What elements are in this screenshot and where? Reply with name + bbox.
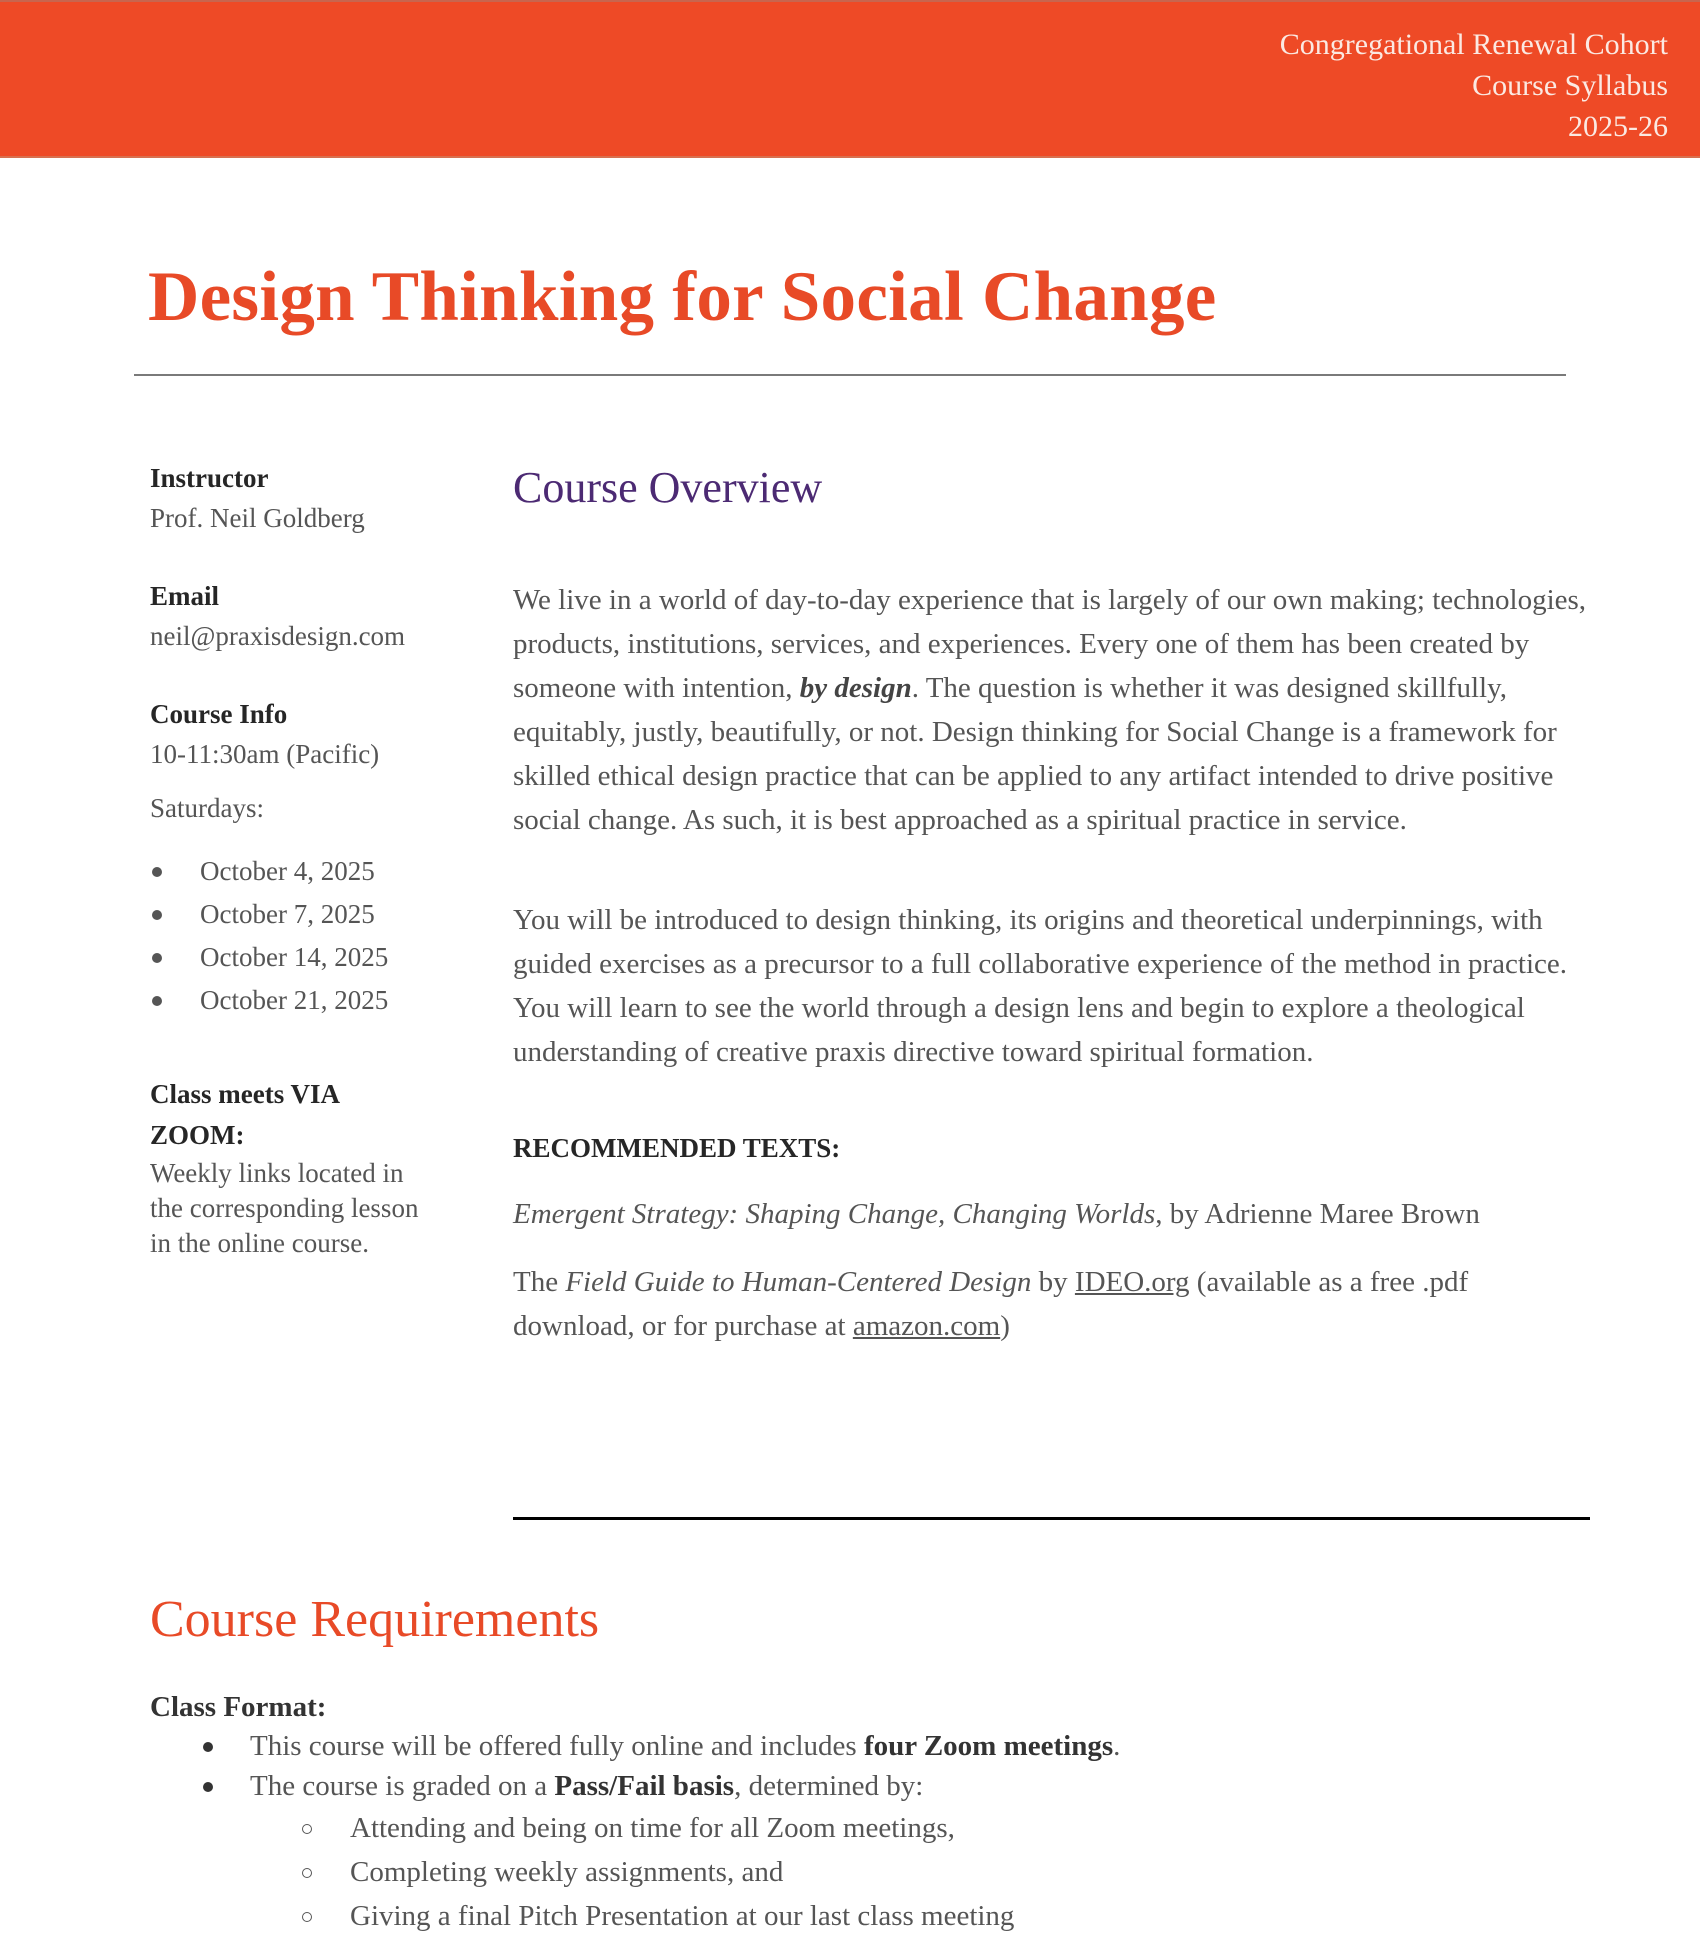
instructor-label: Instructor [150,463,269,493]
text-mid: (available as a free .pdf download, or for purchase at [513,1266,1469,1342]
requirements-section [150,1688,1600,1938]
recommended-text-2 [513,1260,1593,1348]
session-date [150,979,470,1022]
criterion-text: Completing weekly assignments, and [350,1856,784,1888]
ideo-link[interactable]: IDEO.org [1074,1266,1190,1298]
requirements-list [150,1726,1600,1938]
bullet-icon [203,1742,213,1752]
days-label: Saturdays: [150,793,264,823]
course-info-label: Course Info [150,699,288,729]
requirement-item [150,1726,1600,1766]
para1-text-start: We live in a world of day-to-day experience that is largely of our own making; technologies, products, institutions, services, and experiences. Every one of them has been created by someone with intention, [513,584,1587,704]
grading-criterion [150,1850,1600,1894]
session-date [150,893,470,936]
date-text: October 21, 2025 [200,985,389,1015]
email-block [150,576,470,656]
criterion-text: Giving a final Pitch Presentation at our last class meeting [350,1900,1015,1932]
para1-text-end: . The question is whether it was designed skillfully, equitably, justly, beautifully, or not. Design thinking for Social Change is a framework for skilled ethical design practice that can be applied to any artifact intended to drive positive social change. As such, it is best approached as a spiritual practice in service. [513,672,1557,836]
zoom-label-line1: Class meets VIA [150,1079,340,1109]
requirement-item [150,1766,1600,1938]
criterion-text: Attending and being on time for all Zoom meetings, [350,1812,955,1844]
course-overview-section [513,458,1593,1348]
academic-year: 2025-26 [1568,110,1668,143]
bullet-icon [203,1782,213,1792]
zoom-label-line2: ZOOM: [150,1120,245,1150]
title-divider [134,374,1566,376]
cohort-name: Congregational Renewal Cohort [1279,28,1668,61]
session-date [150,936,470,979]
hollow-bullet-icon [302,1824,312,1834]
item-bold: Pass/Fail basis [554,1770,735,1802]
date-text: October 7, 2025 [200,899,375,929]
zoom-note-line: in the online course. [150,1228,369,1258]
hollow-bullet-icon [302,1868,312,1878]
instructor-block [150,458,470,538]
email-value[interactable]: neil@praxisdesign.com [150,621,406,651]
item-text: . [1113,1730,1121,1762]
overview-heading: Course Overview [513,463,823,512]
overview-paragraph-2: You will be introduced to design thinking, its origins and theoretical underpinnings, with guided exercises as a precursor to a full collaborative experience of the method in practice. You will learn to see the world through a design lens and begin to explore a theological understanding of creative praxis directive toward spiritual formation. [513,904,1568,1068]
session-dates-list [150,850,470,1022]
email-label: Email [150,581,220,611]
book-author: , by Adrienne Maree Brown [1155,1198,1480,1230]
course-details-sidebar [150,458,470,1261]
bullet-icon [152,910,162,920]
instructor-name: Prof. Neil Goldberg [150,503,365,533]
page-title: Design Thinking for Social Change [148,258,1217,336]
date-text: October 14, 2025 [200,942,389,972]
overview-paragraph-1 [513,578,1593,842]
book-title: Emergent Strategy: Shaping Change, Changing Worlds [513,1198,1156,1230]
header-text [1280,24,1668,147]
text-by: by [1031,1266,1075,1298]
class-format-label: Class Format: [150,1691,327,1723]
item-text: This course will be offered fully online and includes [250,1730,864,1762]
text-end: ) [1000,1310,1010,1342]
item-text: , determined by: [734,1770,924,1802]
recommended-texts-heading: RECOMMENDED TEXTS: [513,1133,841,1163]
date-text: October 4, 2025 [200,856,375,886]
bullet-icon [152,996,162,1006]
session-date [150,850,470,893]
recommended-text-1 [513,1192,1593,1236]
item-text: The course is graded on a [250,1770,555,1802]
bullet-icon [152,953,162,963]
grading-criteria-list [250,1806,1600,1938]
text-prefix: The [513,1266,566,1298]
para1-emphasis: by design [799,672,912,704]
zoom-note-line: Weekly links located in [150,1158,404,1188]
header-band [0,0,1700,158]
book-title: Field Guide to Human-Centered Design [565,1266,1032,1298]
section-divider [513,1517,1590,1520]
item-bold: four Zoom meetings [863,1730,1114,1762]
zoom-note-line: the corresponding lesson [150,1193,419,1223]
requirements-heading: Course Requirements [150,1591,600,1648]
zoom-info-block [150,1074,470,1261]
bullet-icon [152,867,162,877]
course-info-block [150,694,470,1022]
grading-criterion [150,1894,1600,1938]
document-type: Course Syllabus [1472,69,1668,102]
hollow-bullet-icon [302,1912,312,1922]
amazon-link[interactable]: amazon.com [852,1310,1001,1342]
course-time: 10-11:30am (Pacific) [150,739,380,769]
grading-criterion [150,1806,1600,1850]
